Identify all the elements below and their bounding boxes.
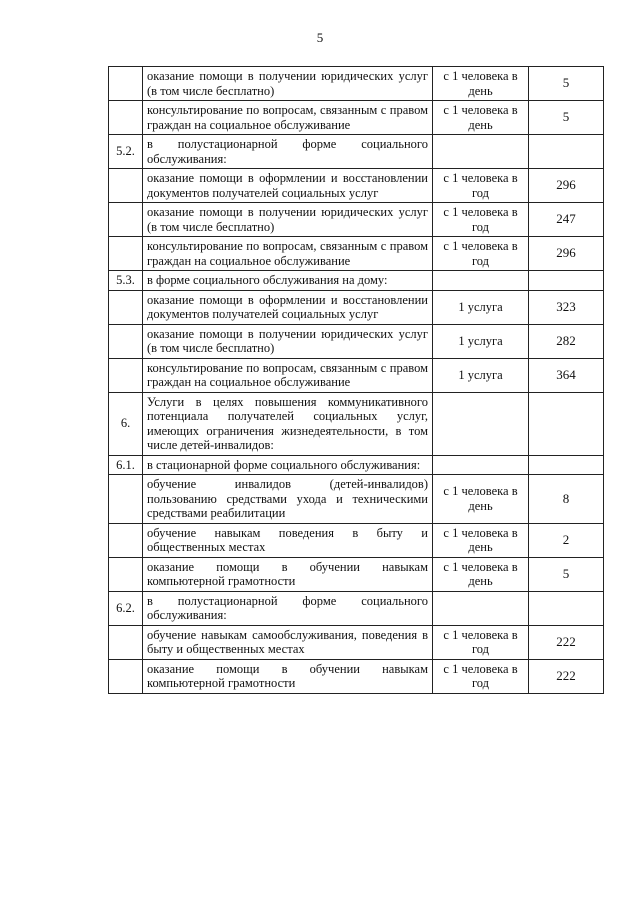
service-description-cell: оказание помощи в получении юридических услуг (в том числе бесплатно) [143, 324, 433, 358]
row-number-cell: 6.2. [109, 591, 143, 625]
row-number-cell [109, 523, 143, 557]
row-number-cell [109, 324, 143, 358]
table-row [109, 101, 604, 135]
tariff-value-cell: 282 [529, 324, 604, 358]
unit-of-measure-cell [433, 271, 529, 291]
tariff-value-cell: 296 [529, 237, 604, 271]
tariff-value-cell [529, 392, 604, 455]
unit-of-measure-cell: с 1 человека в год [433, 169, 529, 203]
tariff-value-cell [529, 135, 604, 169]
unit-of-measure-cell: с 1 человека в день [433, 557, 529, 591]
table-row [109, 659, 604, 693]
table-row [109, 324, 604, 358]
table-row [109, 237, 604, 271]
unit-of-measure-cell: с 1 человека в день [433, 475, 529, 524]
table-row [109, 271, 604, 291]
unit-of-measure-cell [433, 392, 529, 455]
services-tariff-table [108, 66, 604, 694]
table-row [109, 523, 604, 557]
service-description-cell: в форме социального обслуживания на дому: [143, 271, 433, 291]
tariff-value-cell [529, 271, 604, 291]
service-description-cell: оказание помощи в получении юридических услуг (в том числе бесплатно) [143, 67, 433, 101]
row-number-cell [109, 358, 143, 392]
unit-of-measure-cell: 1 услуга [433, 324, 529, 358]
row-number-cell [109, 557, 143, 591]
tariff-value-cell [529, 591, 604, 625]
service-description-cell: в полустационарной форме социального обслуживания: [143, 135, 433, 169]
table-body [109, 67, 604, 694]
unit-of-measure-cell [433, 455, 529, 475]
row-number-cell [109, 659, 143, 693]
service-description-cell: консультирование по вопросам, связанным с правом граждан на социальное обслуживание [143, 237, 433, 271]
tariff-value-cell: 222 [529, 625, 604, 659]
row-number-cell [109, 237, 143, 271]
table-row [109, 67, 604, 101]
tariff-value-cell: 296 [529, 169, 604, 203]
service-description-cell: обучение навыкам поведения в быту и общественных местах [143, 523, 433, 557]
unit-of-measure-cell: 1 услуга [433, 290, 529, 324]
service-description-cell: обучение инвалидов (детей-инвалидов) пользованию средствами ухода и техническими средствами реабилитации [143, 475, 433, 524]
table-row [109, 169, 604, 203]
service-description-cell: обучение навыкам самообслуживания, поведения в быту и общественных местах [143, 625, 433, 659]
row-number-cell: 5.2. [109, 135, 143, 169]
table-row [109, 290, 604, 324]
table-row [109, 591, 604, 625]
service-description-cell: оказание помощи в обучении навыкам компьютерной грамотности [143, 557, 433, 591]
tariff-value-cell: 5 [529, 557, 604, 591]
row-number-cell [109, 101, 143, 135]
unit-of-measure-cell [433, 591, 529, 625]
table-row [109, 455, 604, 475]
tariff-value-cell: 364 [529, 358, 604, 392]
tariff-value-cell: 5 [529, 101, 604, 135]
tariff-value-cell: 5 [529, 67, 604, 101]
tariff-value-cell [529, 455, 604, 475]
table-row [109, 203, 604, 237]
tariff-value-cell: 8 [529, 475, 604, 524]
row-number-cell [109, 475, 143, 524]
row-number-cell: 6.1. [109, 455, 143, 475]
table-row [109, 135, 604, 169]
service-description-cell: в полустационарной форме социального обслуживания: [143, 591, 433, 625]
service-description-cell: консультирование по вопросам, связанным с правом граждан на социальное обслуживание [143, 358, 433, 392]
row-number-cell: 5.3. [109, 271, 143, 291]
table-row [109, 557, 604, 591]
page-number: 5 [316, 30, 324, 45]
unit-of-measure-cell: с 1 человека в год [433, 203, 529, 237]
service-description-cell: оказание помощи в обучении навыкам компьютерной грамотности [143, 659, 433, 693]
service-description-cell: в стационарной форме социального обслуживания: [143, 455, 433, 475]
unit-of-measure-cell: с 1 человека в день [433, 101, 529, 135]
service-description-cell: оказание помощи в получении юридических услуг (в том числе бесплатно) [143, 203, 433, 237]
service-description-cell: Услуги в целях повышения коммуникативного потенциала получателей социальных услуг, имеющих ограничения жизнедеятельности, в том числе детей-инвалидов: [143, 392, 433, 455]
table-row [109, 358, 604, 392]
unit-of-measure-cell [433, 135, 529, 169]
unit-of-measure-cell: с 1 человека в год [433, 659, 529, 693]
table-row [109, 475, 604, 524]
row-number-cell [109, 625, 143, 659]
service-description-cell: оказание помощи в оформлении и восстановлении документов получателей социальных услуг [143, 290, 433, 324]
table-row [109, 625, 604, 659]
unit-of-measure-cell: 1 услуга [433, 358, 529, 392]
row-number-cell [109, 290, 143, 324]
tariff-value-cell: 323 [529, 290, 604, 324]
tariff-value-cell: 247 [529, 203, 604, 237]
table-row [109, 392, 604, 455]
unit-of-measure-cell: с 1 человека в год [433, 237, 529, 271]
unit-of-measure-cell: с 1 человека в год [433, 625, 529, 659]
row-number-cell: 6. [109, 392, 143, 455]
unit-of-measure-cell: с 1 человека в день [433, 523, 529, 557]
unit-of-measure-cell: с 1 человека в день [433, 67, 529, 101]
service-description-cell: консультирование по вопросам, связанным с правом граждан на социальное обслуживание [143, 101, 433, 135]
row-number-cell [109, 67, 143, 101]
tariff-value-cell: 222 [529, 659, 604, 693]
service-description-cell: оказание помощи в оформлении и восстановлении документов получателей социальных услуг [143, 169, 433, 203]
row-number-cell [109, 169, 143, 203]
row-number-cell [109, 203, 143, 237]
tariff-value-cell: 2 [529, 523, 604, 557]
